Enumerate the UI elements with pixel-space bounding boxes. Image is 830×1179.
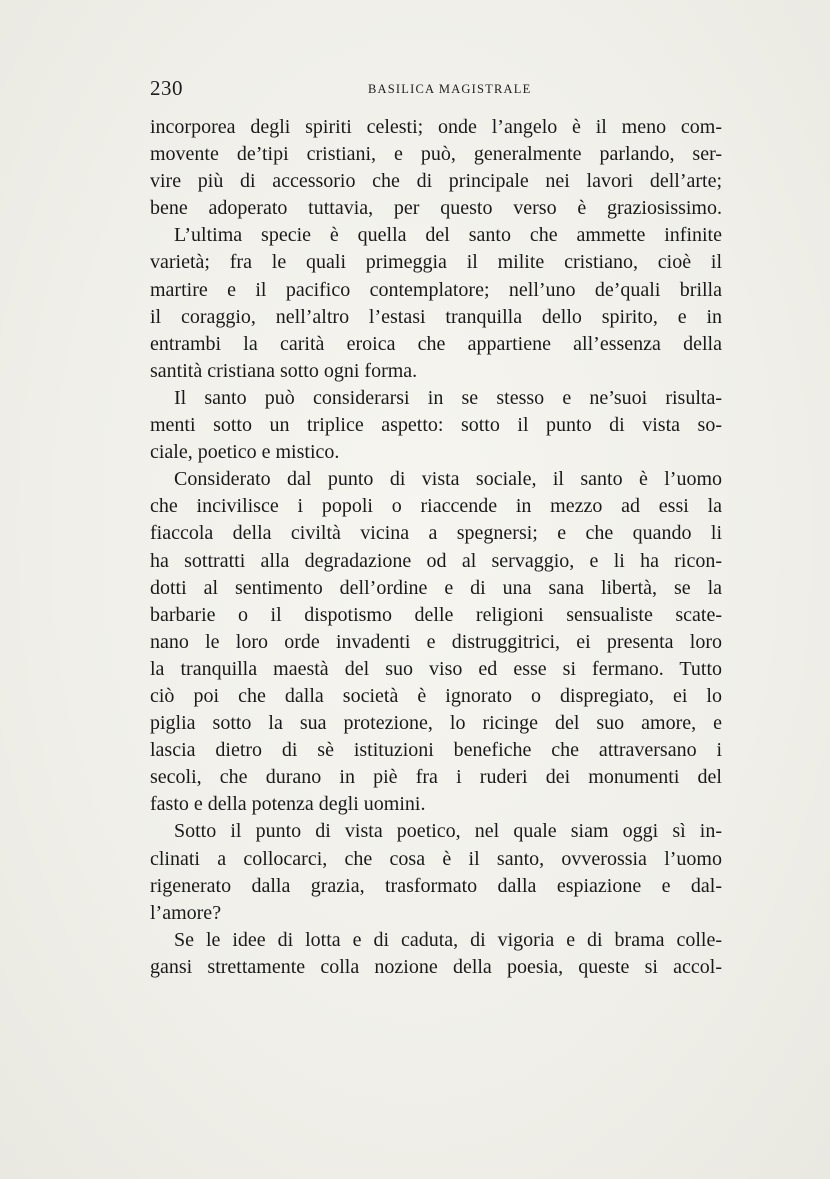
text-line: nano le loro orde invadenti e distruggitrici, ei presenta loro <box>150 630 722 653</box>
text-line: bene adoperato tuttavia, per questo verso è graziosissimo. <box>150 197 722 220</box>
page-number: 230 <box>150 76 183 100</box>
text-line: Se le idee di lotta e di caduta, di vigoria e di brama colle- <box>174 928 722 951</box>
text-line: Il santo può considerarsi in se stesso e ne’suoi risulta- <box>174 386 722 409</box>
text-line: menti sotto un triplice aspetto: sotto il punto di vista so- <box>150 414 722 437</box>
text-line: ciale, poetico e mistico. <box>150 441 340 464</box>
text-line: varietà; fra le quali primeggia il milite cristiano, cioè il <box>150 251 722 274</box>
text-line: ciò poi che dalla società è ignorato o dispregiato, ei lo <box>150 684 722 707</box>
page-header <box>150 76 722 104</box>
text-line: fasto e della potenza degli uomini. <box>150 793 426 816</box>
text-line: movente de’tipi cristiani, e può, generalmente parlando, ser- <box>150 143 722 166</box>
text-line: ha sottratti alla degradazione od al servaggio, e li ha ricon- <box>150 549 722 572</box>
text-line: lascia dietro di sè istituzioni benefiche che attraversano i <box>150 739 722 762</box>
text-line: clinati a collocarci, che cosa è il santo, ovverossia l’uomo <box>150 847 722 870</box>
text-line: dotti al sentimento dell’ordine e di una sana libertà, se la <box>150 576 722 599</box>
text-line: martire e il pacifico contemplatore; nell’uno de’quali brilla <box>150 278 722 301</box>
text-line: vire più di accessorio che di principale nei lavori dell’arte; <box>150 170 722 193</box>
text-line: Considerato dal punto di vista sociale, il santo è l’uomo <box>174 468 722 491</box>
text-line: piglia sotto la sua protezione, lo ricinge del suo amore, e <box>150 712 722 735</box>
text-line: il coraggio, nell’altro l’estasi tranquilla dello spirito, e in <box>150 305 722 328</box>
text-line: rigenerato dalla grazia, trasformato dalla espiazione e dal- <box>150 874 722 897</box>
text-line: fiaccola della civiltà vicina a spegnersi; e che quando li <box>150 522 722 545</box>
text-line: incorporea degli spiriti celesti; onde l’angelo è il meno com- <box>150 116 722 138</box>
text-line: l’amore? <box>150 901 222 924</box>
text-line: la tranquilla maestà del suo viso ed esse si fermano. Tutto <box>150 657 722 680</box>
text-line: gansi strettamente colla nozione della poesia, queste si accol- <box>150 955 722 978</box>
text-line: barbarie o il dispotismo delle religioni sensualiste scate- <box>150 603 722 626</box>
text-line: entrambi la carità eroica che appartiene all’essenza della <box>150 332 722 355</box>
body-text <box>150 114 722 981</box>
text-line: L’ultima specie è quella del santo che ammette infinite <box>174 224 722 247</box>
text-line: secoli, che durano in piè fra i ruderi dei monumenti del <box>150 766 722 789</box>
running-title: BASILICA MAGISTRALE <box>368 82 532 96</box>
text-line: Sotto il punto di vista poetico, nel quale siam oggi sì in- <box>174 820 722 843</box>
text-line: che incivilisce i popoli o riaccende in mezzo ad essi la <box>150 495 722 518</box>
text-line: santità cristiana sotto ogni forma. <box>150 359 418 382</box>
